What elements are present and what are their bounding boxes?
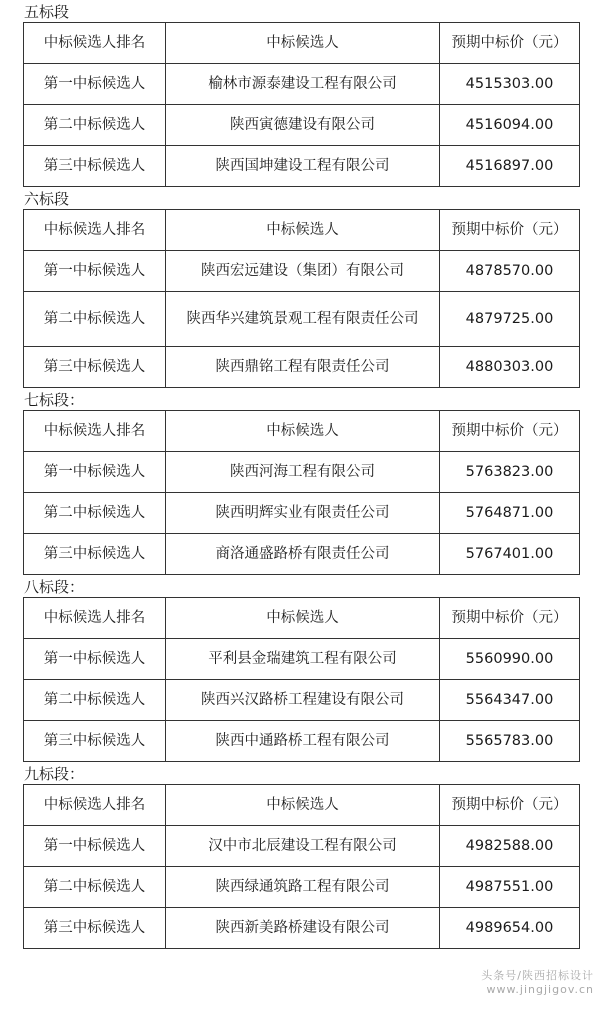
bid-table: [23, 784, 580, 949]
header-price: 预期中标价（元）: [440, 210, 580, 251]
header-candidate: 中标候选人: [166, 411, 440, 452]
candidate-cell: 商洛通盛路桥有限责任公司: [166, 534, 440, 575]
rank-cell: 第三中标候选人: [24, 721, 166, 762]
candidate-cell: 陕西明辉实业有限责任公司: [166, 493, 440, 534]
watermark-line1: 头条号/陕西招标设计: [481, 969, 594, 982]
rank-cell: 第二中标候选人: [24, 493, 166, 534]
header-rank: 中标候选人排名: [24, 411, 166, 452]
table-row: [24, 251, 580, 292]
candidate-cell: 陕西国坤建设工程有限公司: [166, 146, 440, 187]
price-cell: 4516897.00: [440, 146, 580, 187]
header-rank: 中标候选人排名: [24, 210, 166, 251]
header-price: 预期中标价（元）: [440, 23, 580, 64]
table-row: [24, 534, 580, 575]
table-header-row: [24, 411, 580, 452]
price-cell: 5763823.00: [440, 452, 580, 493]
table-row: [24, 452, 580, 493]
table-row: [24, 105, 580, 146]
price-cell: 4878570.00: [440, 251, 580, 292]
candidate-cell: 陕西寅德建设有限公司: [166, 105, 440, 146]
section-title: 九标段：: [24, 765, 85, 783]
rank-cell: 第三中标候选人: [24, 146, 166, 187]
table-row: [24, 292, 580, 347]
candidate-cell: 平利县金瑞建筑工程有限公司: [166, 639, 440, 680]
bid-table: [23, 410, 580, 575]
candidate-cell: 汉中市北辰建设工程有限公司: [166, 826, 440, 867]
rank-cell: 第二中标候选人: [24, 105, 166, 146]
price-cell: 5565783.00: [440, 721, 580, 762]
rank-cell: 第二中标候选人: [24, 680, 166, 721]
header-price: 预期中标价（元）: [440, 598, 580, 639]
price-cell: 5560990.00: [440, 639, 580, 680]
rank-cell: 第二中标候选人: [24, 867, 166, 908]
table-row: [24, 826, 580, 867]
header-rank: 中标候选人排名: [24, 23, 166, 64]
rank-cell: 第一中标候选人: [24, 826, 166, 867]
table-row: [24, 347, 580, 388]
header-candidate: 中标候选人: [166, 785, 440, 826]
price-cell: 5767401.00: [440, 534, 580, 575]
header-price: 预期中标价（元）: [440, 411, 580, 452]
table-row: [24, 146, 580, 187]
header-candidate: 中标候选人: [166, 598, 440, 639]
table-row: [24, 908, 580, 949]
bid-table: [23, 209, 580, 388]
header-rank: 中标候选人排名: [24, 598, 166, 639]
rank-cell: 第二中标候选人: [24, 292, 166, 347]
candidate-cell: 榆林市源泰建设工程有限公司: [166, 64, 440, 105]
candidate-cell: 陕西新美路桥建设有限公司: [166, 908, 440, 949]
section-title: 五标段: [24, 3, 70, 21]
table-row: [24, 493, 580, 534]
table-row: [24, 867, 580, 908]
rank-cell: 第一中标候选人: [24, 639, 166, 680]
table-header-row: [24, 23, 580, 64]
candidate-cell: 陕西华兴建筑景观工程有限责任公司: [166, 292, 440, 347]
watermark-line2: www.jingjigov.cn: [486, 983, 594, 996]
rank-cell: 第三中标候选人: [24, 347, 166, 388]
price-cell: 4987551.00: [440, 867, 580, 908]
watermark: [481, 969, 594, 997]
price-cell: 5764871.00: [440, 493, 580, 534]
candidate-cell: 陕西河海工程有限公司: [166, 452, 440, 493]
header-candidate: 中标候选人: [166, 210, 440, 251]
candidate-cell: 陕西宏远建设（集团）有限公司: [166, 251, 440, 292]
section-title: 六标段: [24, 190, 70, 208]
price-cell: 4516094.00: [440, 105, 580, 146]
rank-cell: 第一中标候选人: [24, 251, 166, 292]
price-cell: 4982588.00: [440, 826, 580, 867]
candidate-cell: 陕西鼎铭工程有限责任公司: [166, 347, 440, 388]
table-header-row: [24, 598, 580, 639]
rank-cell: 第一中标候选人: [24, 452, 166, 493]
price-cell: 5564347.00: [440, 680, 580, 721]
header-price: 预期中标价（元）: [440, 785, 580, 826]
header-candidate: 中标候选人: [166, 23, 440, 64]
table-row: [24, 721, 580, 762]
candidate-cell: 陕西中通路桥工程有限公司: [166, 721, 440, 762]
bid-table: [23, 22, 580, 187]
section-title: 七标段：: [24, 391, 85, 409]
table-header-row: [24, 210, 580, 251]
table-header-row: [24, 785, 580, 826]
price-cell: 4515303.00: [440, 64, 580, 105]
table-row: [24, 639, 580, 680]
rank-cell: 第三中标候选人: [24, 534, 166, 575]
candidate-cell: 陕西兴汉路桥工程建设有限公司: [166, 680, 440, 721]
header-rank: 中标候选人排名: [24, 785, 166, 826]
price-cell: 4880303.00: [440, 347, 580, 388]
section-title: 八标段：: [24, 578, 85, 596]
bid-table: [23, 597, 580, 762]
rank-cell: 第一中标候选人: [24, 64, 166, 105]
candidate-cell: 陕西绿通筑路工程有限公司: [166, 867, 440, 908]
table-row: [24, 680, 580, 721]
rank-cell: 第三中标候选人: [24, 908, 166, 949]
table-row: [24, 64, 580, 105]
price-cell: 4989654.00: [440, 908, 580, 949]
price-cell: 4879725.00: [440, 292, 580, 347]
